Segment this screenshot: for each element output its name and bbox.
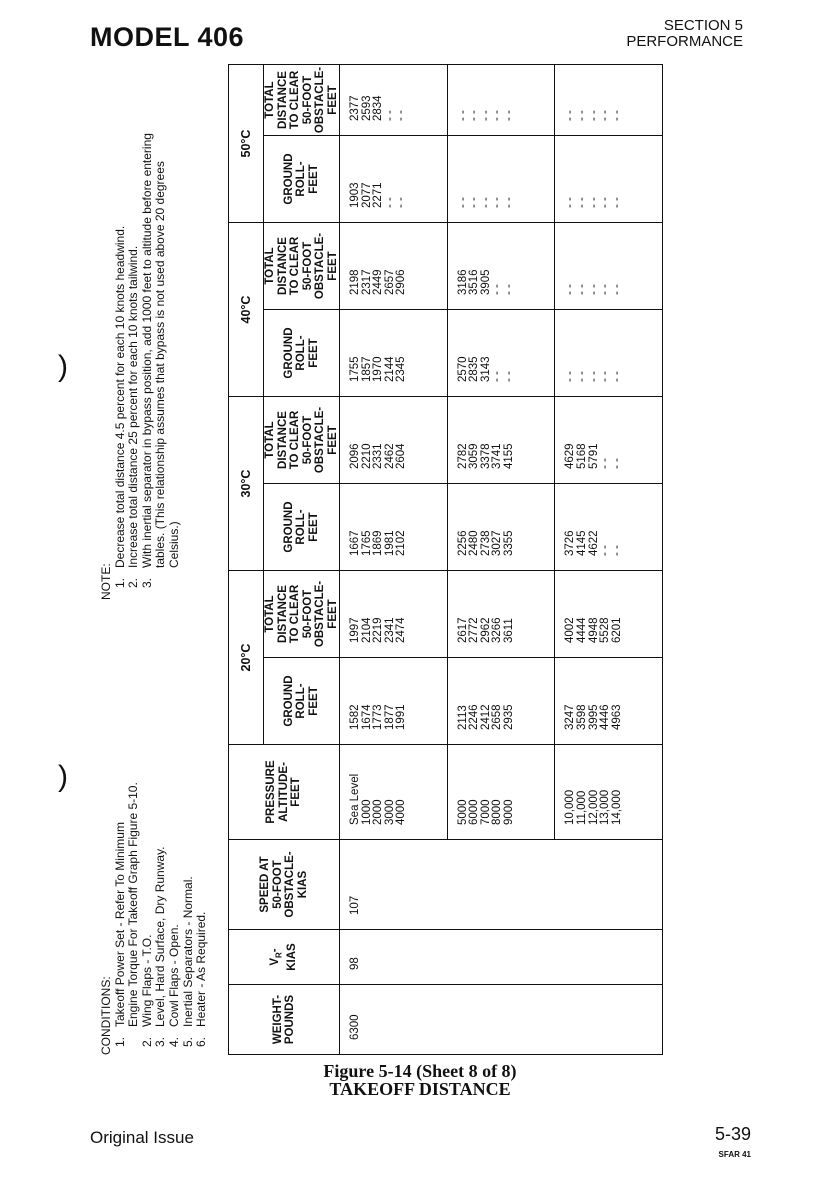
header-section	[626, 18, 743, 50]
temp-40-header: 40°C	[229, 223, 264, 397]
binder-mark-lower: )	[58, 760, 68, 793]
altitude-cell: Sea Level 1000 2000 3000 4000	[340, 745, 448, 840]
rotated-page-content	[100, 65, 660, 1055]
total-distance-header: TOTAL DISTANCE TO CLEAR 50-FOOT OBSTACLE- FEET	[264, 571, 340, 658]
speed-cell: 107	[340, 840, 663, 930]
speed-header: SPEED AT 50-FOOT OBSTACLE- KIAS	[229, 840, 340, 930]
list-item: 1. Takeoff Power Set - Refer To Minimum	[112, 822, 127, 1047]
footer-code: SFAR 41	[718, 1150, 751, 1159]
ground-roll-cell: - - - - - - - - - -	[555, 310, 663, 397]
total-distance-cell: 4629 5168 5791 - - - -	[555, 397, 663, 484]
ground-roll-cell: 3726 4145 4622 - - - -	[555, 484, 663, 571]
note-title: NOTE:	[99, 563, 113, 600]
ground-roll-header: GROUND ROLL- FEET	[264, 484, 340, 571]
note-block	[100, 65, 182, 600]
list-item: 3. With inertial separator in bypass position, add 1000 feet to altitude before entering	[139, 133, 154, 588]
ground-roll-header: GROUND ROLL- FEET	[264, 136, 340, 223]
weight-cell: 6300	[340, 985, 663, 1055]
table-row	[340, 65, 448, 1055]
total-distance-cell: - - - - - - - - - -	[555, 65, 663, 136]
total-distance-header: TOTAL DISTANCE TO CLEAR 50-FOOT OBSTACLE- FEET	[264, 65, 340, 136]
conditions-title: CONDITIONS:	[99, 976, 113, 1055]
page-number: 5-39	[714, 1124, 751, 1144]
conditions-block	[100, 535, 209, 1055]
section-number: SECTION 5	[663, 17, 743, 34]
takeoff-distance-table	[228, 64, 663, 1055]
altitude-cell: 5000 6000 7000 8000 9000	[447, 745, 555, 840]
vr-cell: 98	[340, 930, 663, 985]
list-item: 2. Wing Flaps - T.O.	[139, 934, 154, 1047]
ground-roll-cell: 1667 1765 1869 1981 2102	[340, 484, 448, 571]
list-item: 6. Heater - As Required.	[194, 911, 209, 1047]
binder-mark-upper: )	[58, 350, 68, 383]
ground-roll-cell: 1755 1857 1970 2144 2345	[340, 310, 448, 397]
total-distance-cell: 4002 4444 4948 5528 6201	[555, 571, 663, 658]
ground-roll-cell: 2570 2835 3143 - - - -	[447, 310, 555, 397]
ground-roll-cell: - - - - - - - - - -	[555, 136, 663, 223]
list-item: Celsius.)	[166, 521, 181, 568]
altitude-cell: 10,000 11,000 12,000 13,000 14,000	[555, 745, 663, 840]
list-item: 3. Level, Hard Surface, Dry Runway.	[153, 846, 168, 1047]
header-model: MODEL 406	[90, 22, 245, 52]
ground-roll-header: GROUND ROLL- FEET	[264, 310, 340, 397]
weight-header: WEIGHT- POUNDS	[229, 985, 340, 1055]
vr-header: $V_R-$ KIAS	[229, 930, 340, 985]
ground-roll-cell: 1582 1674 1773 1877 1991	[340, 658, 448, 745]
ground-roll-cell: 2256 2480 2738 3027 3355	[447, 484, 555, 571]
total-distance-cell: - - - - - - - - - -	[555, 223, 663, 310]
temp-50-header: 50°C	[229, 65, 264, 223]
total-distance-cell: 2782 3059 3378 3741 4155	[447, 397, 555, 484]
caption-line-1: Figure 5-14 (Sheet 8 of 8)	[323, 1061, 517, 1081]
total-distance-header: TOTAL DISTANCE TO CLEAR 50-FOOT OBSTACLE- FEET	[264, 223, 340, 310]
footer-issue: Original Issue	[90, 1128, 194, 1147]
ground-roll-cell: 3247 3598 3995 4446 4963	[555, 658, 663, 745]
caption-line-2: TAKEOFF DISTANCE	[329, 1079, 511, 1099]
conditions-list	[114, 535, 209, 1055]
temp-20-header: 20°C	[229, 571, 264, 745]
total-distance-cell: 2096 2210 2331 2462 2604	[340, 397, 448, 484]
total-distance-cell: - - - - - - - - - -	[447, 65, 555, 136]
total-distance-cell: 1997 2104 2219 2341 2474	[340, 571, 448, 658]
list-item: tables. (This relationship assumes that bypass is not used above 20 degrees	[153, 161, 168, 568]
total-distance-cell: 2198 2317 2449 2657 2906	[340, 223, 448, 310]
total-distance-header: TOTAL DISTANCE TO CLEAR 50-FOOT OBSTACLE- FEET	[264, 397, 340, 484]
list-item: Engine Torque For Takeoff Graph Figure 5-10.	[126, 782, 141, 1027]
note-list	[114, 65, 182, 600]
ground-roll-cell: 2113 2246 2412 2658 2935	[447, 658, 555, 745]
total-distance-cell: 2617 2772 2962 3266 3611	[447, 571, 555, 658]
section-name: PERFORMANCE	[626, 33, 743, 50]
ground-roll-cell: 1903 2077 2271 - - - -	[340, 136, 448, 223]
total-distance-cell: 3186 3516 3905 - - - -	[447, 223, 555, 310]
ground-roll-header: GROUND ROLL- FEET	[264, 658, 340, 745]
figure-caption	[230, 1062, 610, 1098]
list-item: 4. Cowl Flaps - Open.	[166, 924, 181, 1047]
list-item: 2. Increase total distance 25 percent for each 10 knots tailwind.	[126, 245, 141, 588]
altitude-header: PRESSURE ALTITUDE- FEET	[229, 745, 340, 840]
total-distance-cell: 2377 2593 2834 - - - -	[340, 65, 448, 136]
ground-roll-cell: - - - - - - - - - -	[447, 136, 555, 223]
list-item: 5. Inertial Separators - Normal.	[180, 876, 195, 1047]
temp-30-header: 30°C	[229, 397, 264, 571]
list-item: 1. Decrease total distance 4.5 percent for each 10 knots headwind.	[112, 225, 127, 588]
